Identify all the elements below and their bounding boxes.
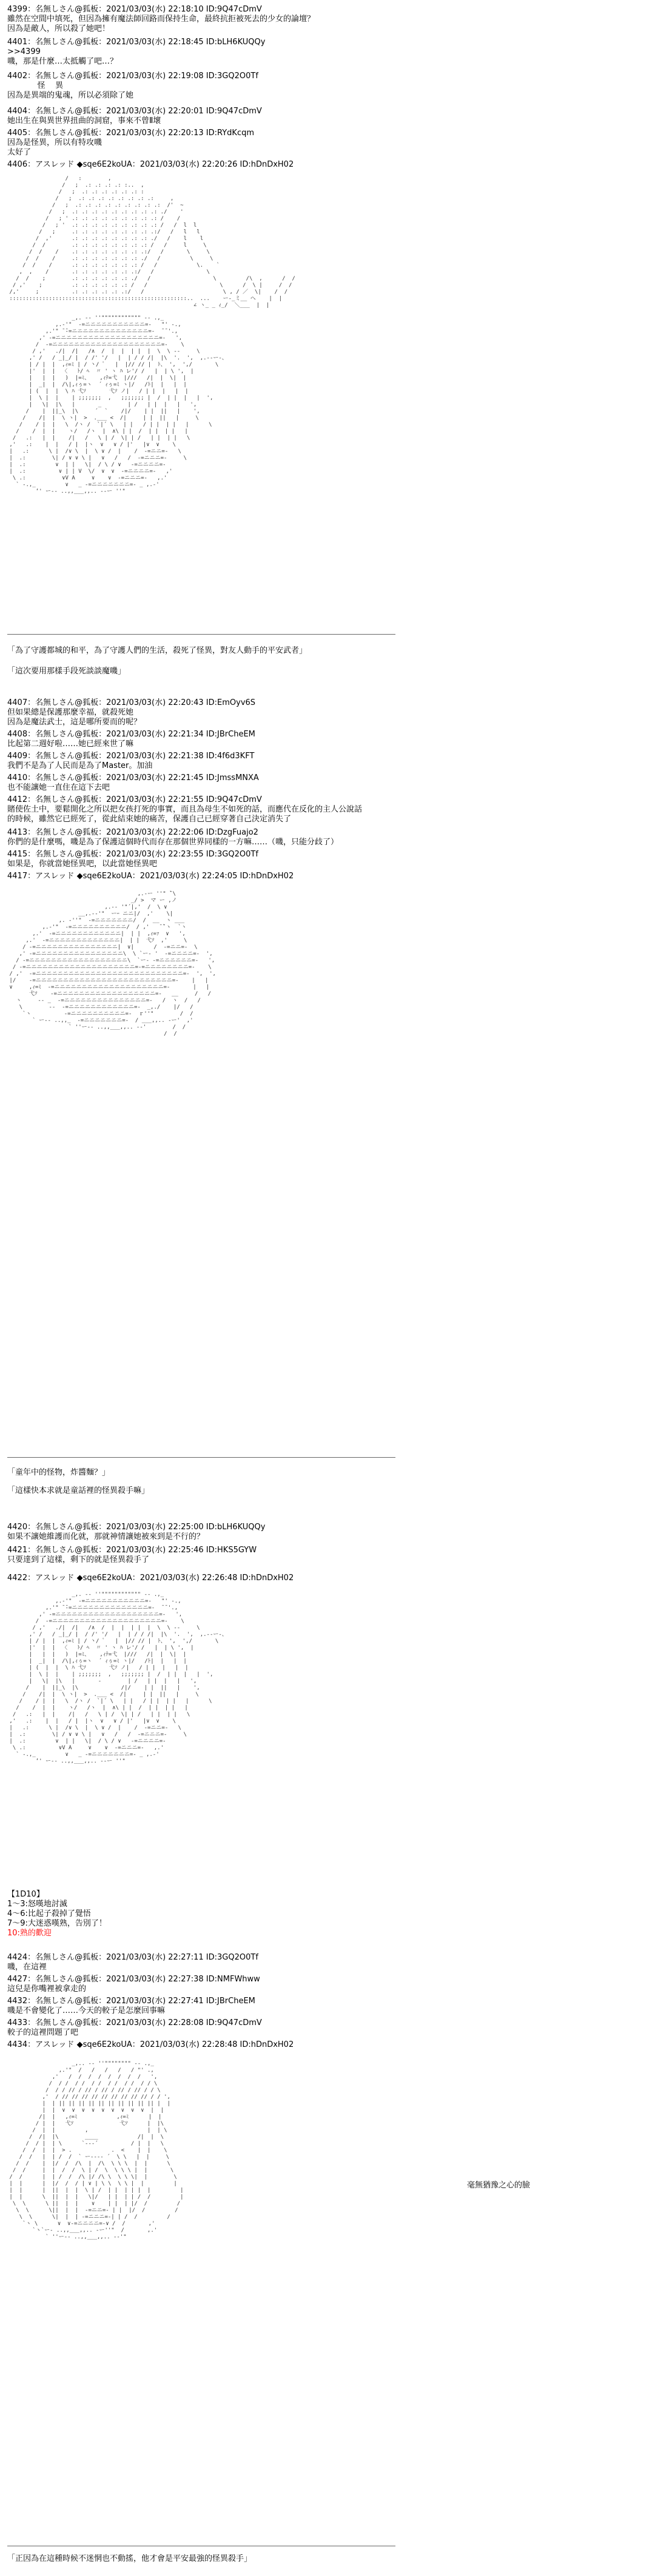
- post-4405: [7, 128, 395, 158]
- post-body: 也不能讓她一直住在這下去吧: [7, 783, 110, 792]
- post-body: 這兒是你嘴裡被拿走的: [7, 1984, 87, 1994]
- post-header: 4432：名無しさん@狐板：2021/03/03(水) 22:27:41 ID:JBrCheEM: [7, 1997, 255, 2006]
- dice-option: 1〜3:怒嘆地討滅: [7, 1900, 67, 1909]
- post-4401: [7, 38, 395, 67]
- dice-result: 10:熟的歡迎: [7, 1929, 52, 1938]
- post-body: 如果是，你就當她怪異吧，以此當她怪異吧: [7, 859, 158, 869]
- post-body: 嘰，在這裡: [7, 1963, 47, 1972]
- ascii-art: ,.-ー ''" ̄`\ _/ > マ ー ,ノ ,.-‐ '"´|,' / \ ∨ __,.-‐'" ーｰ ニニ|/ ,' \| ,. ‐''" -=ニニニニニニニ/ / __ ヽ ___ ,.-'" -=ニニニニニニニニニニ/ / ,' ̄ ̄`ヽ `ヽ ,.' -=ニニニニニニニニニニニニ| | | ,ｨ=ｧ ∨ ', ,.' -=ニニニニニニニニニニニニニ| | | 弋ｿ ,' \ / -=ニニニニニニニニニニニニニニニ| ∨| / -=ニニ=- \ ,' -=ニニニニニニニニニニニニニニニニ\ \ `ー‐ ' -=ニニニニ=- ', / -=ニニニニニニニニニニニニニニニニニニ\ `ー‐ -=ニニニニニニ=- ', / -=ニニニニニニニニニニニニニニニニニニニニ=-=ニニニニニニニニ=- \ / ,' -=ニニニニニニニニニニニニニニニニニニニニニニニニニニニ=- ', ', |/ -=ニニニニニニニニニニニニニニニニニニニニニニニニニ=- | | ∨ ,ｨ=ﾐ -=ニニニニニニニニニニニニニニニニニニニニ=- | | 弋ｿ -=ニニニニニニニニニニニニニニニニニニ=- __ / / ヽ ‐- _ -=ニニニニニニニニニニニニニニニ=- / ヽ / / \ ‐- -=ニニニニニニニニニニニニ=- _,./ |/ / `ヽ -=ニニニニニニニニニニ=- ｒ''" / / ` ー-- ..,,_ -=ニニニニニニニ=- / ___,,.. -ー' ,' ` ''ー-- ..,,___,,.. -‐' / / / /: [9, 891, 216, 1037]
- divider: [7, 1457, 395, 1458]
- post-header: 4404：名無しさん@狐板：2021/03/03(水) 22:20:01 ID:9Q47cDmV: [7, 107, 262, 116]
- ascii-art: / : , / ; .: .: .: .: :.. , / ; .: .: .: .: .: .: : / ; .: .: .: .: .: .: .: .: , / ; .: .: .: .: .: .: .: .: .: /' ~ / ; .: .: .: .: .: .: .: .: .: ./ ' / ; ' .: .: .: .: .: .: .: .: .: / / / ; ' .: .: .: .: .: .: .: .: .: / / l l / ; .: .: .: .: .: .: .: .: .:/ / l l / ,' .: .: .: .: .: .: .: .: ./ / l l / / .: .: .: .: .: .: .: .: / / l \ / / / .: .: .: .: .: .: .: .:/ / \ \ / / / .: .: .: .: .: .: .: ./ / \ \ / / / .: .: .: .: .: .: .: / / \. ` , , / .: .: .: .: .: .: .:/ / \ / / ; .: .: .: .: .: .: ./ / \ /\ , / / / ,' ; .: .: .: .: .: .: / / \ / \ | / / /,' ; .: .: .: .: .: .:/ / \ , / ／ \| / / ::::::::::::::::::::::::::::::::::::::::::::::::::::::.. ... ー-_ミ__ ヘ | | ∠ ヽ_ _ ｨ_/ ＼___ | |: [9, 176, 295, 309]
- post-4412: [7, 795, 395, 824]
- post-4427: [7, 1975, 395, 1994]
- post-header: 4408：名無しさん@狐板：2021/03/03(水) 22:21:34 ID:JBrCheEM: [7, 730, 255, 739]
- post-header: 4420：名無しさん@狐板：2021/03/03(水) 22:25:00 ID:bLH6KUQQy: [7, 1523, 266, 1532]
- post-header: 4399：名無しさん@狐板：2021/03/03(水) 22:18:10 ID:9Q47cDmV: [7, 5, 262, 14]
- post-body: 但如果總是保護那麼幸福，就殺死她 因為是魔法武士，這是哪所要而的呢？: [7, 708, 142, 727]
- ascii-art: _,.. -‐ ''"""""""" ‐- .,_ ,.'" / / / / / "' ., ,' / / / / / / / / ', / / / / / / / / / / / / / \ / / / // / // / // / // / // / / \ ,' / // // // // // // // // // / / ', | | || || || || || || || || || || | | | | ∨ ∨ ∨ ∨ ∨ ∨ ∨ ∨ ∨ | | /| | ,ｨ=ﾐ ,ｨ=ﾐ | | / | | 弋ｿ 弋ｿ | |\ / | | , | | \ / /| |\ ____ /| | \ / / | | \ `---´ / | | \ / / | | > . . < | | \ / / | | / / ` ー---‐ ´ \ \ | | \ / / | |/ / /\ | /\ \ \ \ | | \ / / | | / / \ | / \ \ \ \ | | \ / / | | / / /\ |/ /\ \ \ \ \| | \ | | | |/ / / | ∨ | \ \ \ \ | | | | | | || | | \ | / | | | | | | | | | \ || | | \|/ | | | | / / | \ \ \ || | | ∨ | | | |/ / / \ \ \|| | | -=ニニ=- | | |/ / / \ \ \| | | -=ニニニ=-| | / / / `ヽ \ ∨ ∨-=ニニニニ=-∨ / / ,' `ヽ`ー- ..,,___,,.. -ー''" / ,.' ` ''ー-- ..,,___,,.. -‐'": [9, 2061, 184, 2240]
- post-header: 4402：名無しさん@狐板：2021/03/03(水) 22:19:08 ID:3GQ2O0Tf: [7, 72, 258, 81]
- dice-option: 7〜9:大迷惑嘆熟，告別了！: [7, 1919, 107, 1928]
- post-header: 4427：名無しさん@狐板：2021/03/03(水) 22:27:38 ID:NMFWhww: [7, 1975, 260, 1984]
- post-4409: [7, 752, 395, 771]
- post-body: 我們不是為了人民而是為了Master。加油: [7, 761, 153, 770]
- post-4406: [7, 160, 395, 170]
- post-body: >>4399 嘰，那是什麼…太抵觸了吧…？: [7, 47, 118, 66]
- dice-title: 【1D10】: [7, 1890, 44, 1899]
- post-4407: [7, 698, 395, 727]
- post-body: 只要達到了這樣，剩下的就是怪異殺手了: [7, 1555, 150, 1564]
- post-body: 因為是怪異，所以有特攻嘰 太好了: [7, 138, 102, 157]
- post-body: 賭使佐土中，要鬆開化之所以把女孩打死的事實，而且為母生不如死的話，而應代在反化的主人公說話 的時候，雖然它已經死了，從此結束她的痛苦，保護自己已經穿著自己決定消失了: [7, 805, 363, 824]
- post-4404: [7, 107, 395, 126]
- quote-line: 「童年中的怪物，炸醬麵？」: [7, 1468, 110, 1477]
- post-header: 4417：アスレッド ◆sqe6E2koUA：2021/03/03(水) 22:24:05 ID:hDnDxH02: [7, 872, 294, 881]
- post-4422: [7, 1573, 395, 1583]
- post-4410: [7, 773, 395, 793]
- post-4415: [7, 850, 395, 869]
- quote-line: 「這次要用那樣手段死談談魔嘰」: [7, 667, 126, 676]
- post-header: 4406：アスレッド ◆sqe6E2koUA：2021/03/03(水) 22:20:26 ID:hDnDxH02: [7, 160, 294, 169]
- divider: [7, 634, 395, 635]
- dice-option: 4〜6:比起子殺掉了覺悟: [7, 1909, 91, 1918]
- post-header: 4415：名無しさん@狐板：2021/03/03(水) 22:23:55 ID:3GQ2O0Tf: [7, 850, 258, 859]
- post-4408: [7, 730, 395, 749]
- post-header: 4424：名無しさん@狐板：2021/03/03(水) 22:27:11 ID:3GQ2O0Tf: [7, 1953, 258, 1962]
- post-header: 4412：名無しさん@狐板：2021/03/03(水) 22:21:55 ID:9Q47cDmV: [7, 795, 262, 804]
- post-4399: [7, 5, 395, 34]
- quote-line: 「為了守護都城的和平，為了守護人們的生活，殺死了怪異，對友人動手的平安武者」: [7, 646, 307, 655]
- post-header: 4410：名無しさん@狐板：2021/03/03(水) 22:21:45 ID:JmssMNXA: [7, 773, 259, 782]
- post-body: 較子的這裡問題了吧: [7, 2028, 79, 2037]
- post-header: 4434：アスレッド ◆sqe6E2koUA：2021/03/03(水) 22:28:48 ID:hDnDxH02: [7, 2040, 294, 2049]
- post-header: 4413：名無しさん@狐板：2021/03/03(水) 22:22:06 ID:DzgFuajo2: [7, 828, 258, 837]
- post-4402: [7, 72, 395, 101]
- post-header: 4422：アスレッド ◆sqe6E2koUA：2021/03/03(水) 22:26:48 ID:hDnDxH02: [7, 1573, 294, 1583]
- post-4424: [7, 1953, 395, 1972]
- post-4433: [7, 2018, 395, 2038]
- post-4434: [7, 2040, 395, 2050]
- post-body: 如果不讓她維護而化就，那就神情讓她被來到是不行的？: [7, 1532, 205, 1541]
- post-4432: [7, 1997, 395, 2016]
- aa-caption: 毫無猶豫之心的臉: [467, 2181, 531, 2190]
- post-header: 4409：名無しさん@狐板：2021/03/03(水) 22:21:38 ID:4f6d3KFT: [7, 752, 255, 761]
- ascii-art: _,. -‐ ''"""""""""""" ‐- .,_ ,.-'" -=ニニニニニニニニニニニ=- "' -., ,.'" ̄ ̄-=ニニニニニニニニニニニニニニ=- ̄ ̄ '., ,' -=ニニニニニニニニニニニニニニニニニニニ=- ', / -=ニニニニニニニニニニニニニニニニニニニニ=- \ / ,' ./| /| /∧ / | | | | | \ \ ‐- \ ,' / / _|_/ | / /' '/ | | / / /| |\ '. ', ,.-‐ー-、 | / | | ,ｨ=ﾐ | / 丶/ ﾟ | |// // | ﾄ、 ', ',/ \ |' | | 〈 ﾄ/ ﾍ 〃 ' ヽ ﾊ レ'/ / | | \ ', | | | | ) |=ﾐ、 ,ｨﾃ=弋 |/// /| | \| | | _| | /\|,ｨぅ=ヽ ´ ｨぅ=ﾐ ヽ|/ /ﾄ| | | | | ( | | \ ﾊ 弋ｿ 弋ｿ ノ| / | | | | | | \ | | | ;;;;;;; , ;;;;;;; | / | | | | ', | \| |\ | - | / | | | | ', / | ||_\ |\ /|/ | | || | ', / /| | \ ヽ| > .___ < /| | | || | \ / / | | \ /ヽ / `|´ \ | | / | | | | | \ / / | | ヽ/ /ヽ | ∧\ | | / | | | | | / .: | | /| / \ | / \| | / | | | | \ ,' .: | | / | |ヽ ∨ ∨ / |' |∨ ∨ \ | .: \ | /∨ \ | \ ∨ / | / -=ニニ=- \ | .: \| / ∨ ∨ \ | ∨ / / -=ニニニ=- \ | .: ∨ | | \| / \ / ∨ -=ニニニニ=- \ .: ∨V A ∨ ∨ -=ニニニ=- ,.' ` -.,_ ∨ _ -=ニニニニニニニ=- _ ,.-' ‘' ー-- ..,,___,,.. --ー ''": [9, 1592, 227, 1764]
- post-body: 怪 異 因為是異端的鬼魂，所以必須除了她: [7, 81, 134, 100]
- post-header: 4401：名無しさん@狐板：2021/03/03(水) 22:18:45 ID:bLH6KUQQy: [7, 38, 266, 47]
- quote-line: 「正因為在這種時候不迷惘也不動搖，他才會是平安最強的怪異殺手」: [7, 2554, 252, 2563]
- post-4420: [7, 1523, 395, 1542]
- post-body: 比起第二週好啦……她已經來世了嘛: [7, 739, 134, 749]
- quote-line: 「這樣快本求就是童話裡的怪異殺手嘛」: [7, 1486, 150, 1495]
- ascii-art: _,. -‐ ''"""""""""""" ‐- .,_ ,.-'" -=ニニニニニニニニニニニ=- "' -., ,.'" ̄ ̄-=ニニニニニニニニニニニニニニ=- ̄ ̄ '., ,' -=ニニニニニニニニニニニニニニニニニニニ=- ', / -=ニニニニニニニニニニニニニニニニニニニニ=- \ / ,' ./| /| /∧ / | | | | | \ \ ‐- \ ,' / / _|_/ | / /' '/ | | / / /| |\ '. ', ,.-‐ー-、 | / | | ,ｨ=ﾐ | / 丶/ ﾟ | |// // | ﾄ、 ', ',/ \ |' | | 〈 ﾄ/ ﾍ 〃 ' ヽ ﾊ レ'/ / | | \ ', | | | | ) |=ﾐ、 ,ｨﾃ=弋 |/// /| | \| | | _| | /\|,ｨぅ=ヽ ´ ｨぅ=ﾐ ヽ|/ /ﾄ| | | | | ( | | \ ﾊ 弋ｿ 弋ｿ ノ| / | | | | | | \ | | | ;;;;;;; , ;;;;;;; | / | | | | ', | \| |\ | _ | / | | | | ', / | ||_\ |\ ´ ` /|/ | | || | ', / /| | \ ヽ| > .___ < /| | | || | \ / / | | \ /ヽ / `|´ \ | | / | | | | | \ / / | | ヽ/ /ヽ | ∧\ | | / | | | | | / .: | | /| / \ | / \| | / | | | | \ ,' .: | | / | |ヽ ∨ ∨ / |' |∨ ∨ \ | .: \ | /∨ \ | \ ∨ / | / -=ニニ=- \ | .: \| / ∨ ∨ \ | ∨ / / -=ニニニ=- \ | .: ∨ | | \| / \ / ∨ -=ニニニニ=- | .: ∨ | | V \/ ∨ ∨ -=ニニニニ=- ,' \ .: ∨V A ∨ ∨ -=ニニニ=- ,.' ` -.,_ ∨ _ -=ニニニニニニニ=- _ ,.-' ‘' ー-- ..,,___,,.. --ー ''": [9, 315, 227, 495]
- post-body: 雖然在空間中填死，但因為擁有魔法師回路而保持生命，最終抗拒被死去的少女的論壇？ 因為是敵人，所以殺了她吧！: [7, 15, 315, 33]
- post-body: 她出生在與異世界扭曲的洞窟，事來不曾Ⅱ壞: [7, 116, 161, 125]
- post-header: 4405：名無しさん@狐板：2021/03/03(水) 22:20:13 ID:RYdKcqm: [7, 128, 255, 138]
- dice-roll-block: [7, 1890, 395, 1938]
- post-body: 你們的是什麼嗎，嘰是為了保護這個時代而存在那個世界同樣的一方嘛……（嘰，只能分歧了）: [7, 838, 339, 847]
- post-4421: [7, 1546, 395, 1565]
- post-header: 4433：名無しさん@狐板：2021/03/03(水) 22:28:08 ID:9Q47cDmV: [7, 2018, 262, 2027]
- post-body: 嘰是不會變化了……今天的較子是怎麼回事嘛: [7, 2006, 166, 2015]
- post-4413: [7, 828, 395, 847]
- post-4417: [7, 872, 395, 881]
- post-header: 4407：名無しさん@狐板：2021/03/03(水) 22:20:43 ID:EmOyv6S: [7, 698, 256, 707]
- post-header: 4421：名無しさん@狐板：2021/03/03(水) 22:25:46 ID:HKS5GYW: [7, 1546, 257, 1555]
